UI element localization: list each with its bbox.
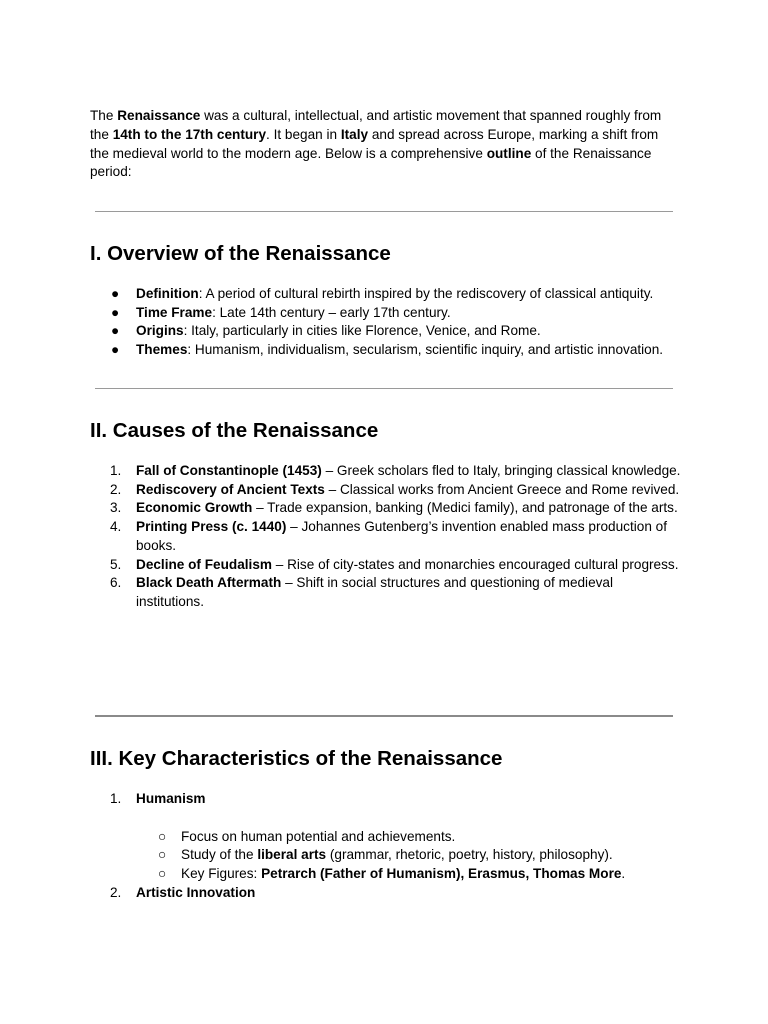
list-item-text: – Rise of city-states and monarchies encouraged cultural progress. <box>271 556 679 572</box>
sub-item-bold: liberal arts <box>257 847 327 863</box>
list-item-text: – Classical works from Ancient Greece and Rome revived. <box>324 481 680 497</box>
section-heading-overview: I. Overview of the Renaissance <box>90 242 391 265</box>
list-item <box>111 304 696 323</box>
list-item <box>111 285 696 304</box>
list-item-text: : A period of cultural rebirth inspired by the rediscovery of classical antiquity. <box>198 286 654 301</box>
list-number: 1. <box>110 791 122 806</box>
section-heading-causes: II. Causes of the Renaissance <box>90 419 379 442</box>
list-number: 5. <box>110 556 122 572</box>
list-item-term: Black Death Aftermath <box>136 575 282 591</box>
sub-item-text: Study of the <box>181 847 258 863</box>
list-item-text: : Humanism, individualism, secularism, scientific inquiry, and artistic innovation. <box>187 342 664 358</box>
section-heading-characteristics: III. Key Characteristics of the Renaissance <box>90 747 503 770</box>
intro-text: The <box>90 108 118 123</box>
list-item <box>110 481 681 500</box>
causes-list <box>110 462 681 612</box>
list-item-term: Artistic Innovation <box>136 884 256 900</box>
list-item <box>110 556 681 575</box>
list-item-term: Economic Growth <box>136 500 253 516</box>
bullet-icon: ● <box>111 323 120 339</box>
intro-bold: 14th to the 17th century <box>112 126 267 142</box>
list-item-term: Fall of Constantinople (1453) <box>136 463 322 478</box>
list-item <box>111 322 696 341</box>
list-item <box>110 884 681 903</box>
list-item <box>110 518 681 555</box>
bullet-icon: ● <box>111 304 120 320</box>
list-item-term: Decline of Feudalism <box>136 556 272 572</box>
horizontal-rule <box>95 211 673 212</box>
sub-item-bold: Petrarch (Father of Humanism), Erasmus, Thomas More <box>261 866 622 882</box>
list-number: 4. <box>110 519 122 535</box>
list-item-term: Definition <box>136 286 199 301</box>
list-item-text: – Johannes Gutenberg’s invention enabled mass production of books. <box>136 519 667 553</box>
intro-text: . It began in <box>266 126 341 142</box>
bullet-icon: ● <box>111 286 120 301</box>
bullet-icon: ● <box>111 342 120 358</box>
intro-bold: Italy <box>340 126 369 142</box>
sub-list-item <box>136 846 681 865</box>
intro-bold: Renaissance <box>117 108 201 123</box>
sub-item-text: (grammar, rhetoric, poetry, history, philosophy). <box>326 847 613 863</box>
circle-bullet-icon: ○ <box>158 866 167 882</box>
list-item-term: Rediscovery of Ancient Texts <box>136 481 325 497</box>
circle-bullet-icon: ○ <box>158 847 167 863</box>
list-item-text: – Shift in social structures and questioning of medieval institutions. <box>136 575 614 609</box>
list-item-text: – Trade expansion, banking (Medici family), and patronage of the arts. <box>252 500 678 516</box>
list-number: 1. <box>110 463 122 478</box>
horizontal-rule <box>95 388 673 389</box>
intro-text: and spread across Europe, marking a shift from the medieval world to the modern age. Below is a comprehensive <box>90 126 659 161</box>
list-item <box>111 341 696 360</box>
list-number: 2. <box>110 481 122 497</box>
sub-list-item <box>136 828 681 847</box>
list-number: 6. <box>110 575 122 591</box>
list-item-text: : Late 14th century – early 17th century. <box>212 304 451 320</box>
horizontal-rule <box>95 715 673 717</box>
list-item-term: Themes <box>136 342 188 358</box>
sub-item-text: Focus on human potential and achievements. <box>181 828 456 844</box>
characteristics-list <box>110 790 681 903</box>
sub-list-container <box>136 828 681 884</box>
circle-bullet-icon: ○ <box>158 828 167 844</box>
intro-text: of the Renaissance period: <box>90 145 652 180</box>
list-number: 2. <box>110 884 122 900</box>
sub-item-text: Key Figures: <box>181 866 262 882</box>
list-item-term: Humanism <box>136 791 206 806</box>
list-item-term: Origins <box>136 323 184 339</box>
list-item-term: Printing Press (c. 1440) <box>136 519 287 535</box>
sub-list-item <box>136 865 681 884</box>
list-item <box>110 790 681 809</box>
list-item-text: : Italy, particularly in cities like Florence, Venice, and Rome. <box>183 323 541 339</box>
intro-text: was a cultural, intellectual, and artistic movement that spanned roughly from the <box>90 108 662 142</box>
overview-list <box>111 285 696 360</box>
sub-item-text: . <box>621 866 626 882</box>
list-item <box>110 574 681 611</box>
list-item <box>110 462 681 481</box>
list-number: 3. <box>110 500 122 516</box>
list-item-text: – Greek scholars fled to Italy, bringing classical knowledge. <box>321 463 681 478</box>
intro-paragraph <box>90 107 680 182</box>
humanism-sub-list <box>136 828 681 884</box>
list-item <box>110 499 681 518</box>
intro-bold: outline <box>486 145 532 161</box>
list-item-term: Time Frame <box>136 304 213 320</box>
